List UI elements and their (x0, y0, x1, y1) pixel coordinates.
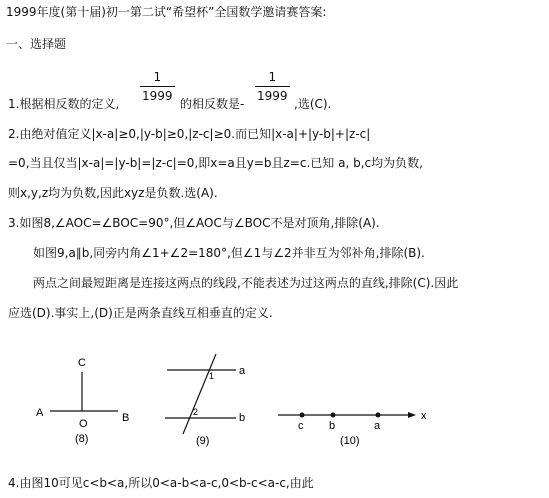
fig10-arrow-head (408, 412, 416, 418)
fraction-bar (255, 86, 290, 87)
fig8-label-a: A (36, 407, 44, 419)
fig9-label-a: a (239, 365, 246, 377)
figure-10 (278, 410, 427, 447)
q1-frac1-numerator: 1 (153, 70, 162, 84)
fig10-label-c: c (298, 420, 304, 432)
q3-line-2: 如图9,a∥b,同旁内角∠1+∠2=180°,但∠1与∠2并非互为邻补角,排除(B). (33, 246, 425, 260)
figure-8 (36, 357, 129, 445)
q3-line-3: 两点之间最短距离是连接这两点的线段,不能表述为过这两点的直线,排除(C).因此 (33, 276, 459, 290)
q3-line-1: 3.如图8,∠AOC=∠BOC=90°,但∠AOC与∠BOC不是对顶角,排除(A). (8, 216, 380, 230)
fig9-caption: (9) (196, 435, 210, 447)
fig10-caption: (10) (340, 435, 360, 447)
q3-line-4: 应选(D).事实上,(D)正是两条直线互相垂直的定义. (8, 306, 273, 320)
q1-fraction-1 (140, 70, 175, 103)
fig8-label-c: C (78, 357, 86, 369)
fig9-angle-1: 1 (209, 371, 215, 381)
figure-9 (165, 354, 246, 447)
fig8-label-o: O (79, 418, 88, 430)
fig10-point-a (376, 413, 381, 418)
fig9-label-b: b (239, 412, 246, 424)
q1-middle: 的相反数是- (180, 97, 245, 111)
fig10-point-b (331, 413, 336, 418)
q1-frac2-numerator: 1 (268, 70, 277, 84)
q1-frac2-denominator: 1999 (257, 89, 288, 103)
fig10-label-b: b (329, 420, 336, 432)
figures (0, 348, 549, 468)
fraction-bar (140, 86, 175, 87)
q1-suffix: ,选(C). (294, 97, 332, 111)
q4-line-1: 4.由图10可见c<b<a,所以0<a-b<a-c,0<b-c<a-c,由此 (8, 476, 314, 490)
fig10-point-c (300, 413, 305, 418)
fig9-transversal (183, 354, 216, 434)
fig9-angle-2: 2 (193, 407, 199, 417)
fig8-caption: (8) (75, 433, 89, 445)
q1-frac1-denominator: 1999 (142, 89, 173, 103)
fig10-label-a: a (374, 420, 381, 432)
q1-fraction-2 (255, 70, 290, 103)
q2-line-3: 则x,y,z均为负数,因此xyz是负数.选(A). (8, 186, 218, 200)
q2-line-1: 2.由绝对值定义|x-a|≥0,|y-b|≥0,|z-c|≥0.而已知|x-a|+|y-b|+|z-c| (8, 127, 371, 141)
fig8-label-b: B (122, 412, 130, 424)
document-title: 1999年度(第十届)初一第二试“希望杯”全国数学邀请赛答案: (6, 5, 327, 19)
q1-prefix: 1.根据相反数的定义, (8, 97, 120, 111)
q2-line-2: =0,当且仅当|x-a|=|y-b|=|z-c|=0,即x=a且y=b且z=c.已知 a, b,c均为负数, (8, 156, 423, 170)
section-heading: 一、选择题 (6, 37, 67, 51)
fig10-label-x: x (421, 410, 427, 422)
